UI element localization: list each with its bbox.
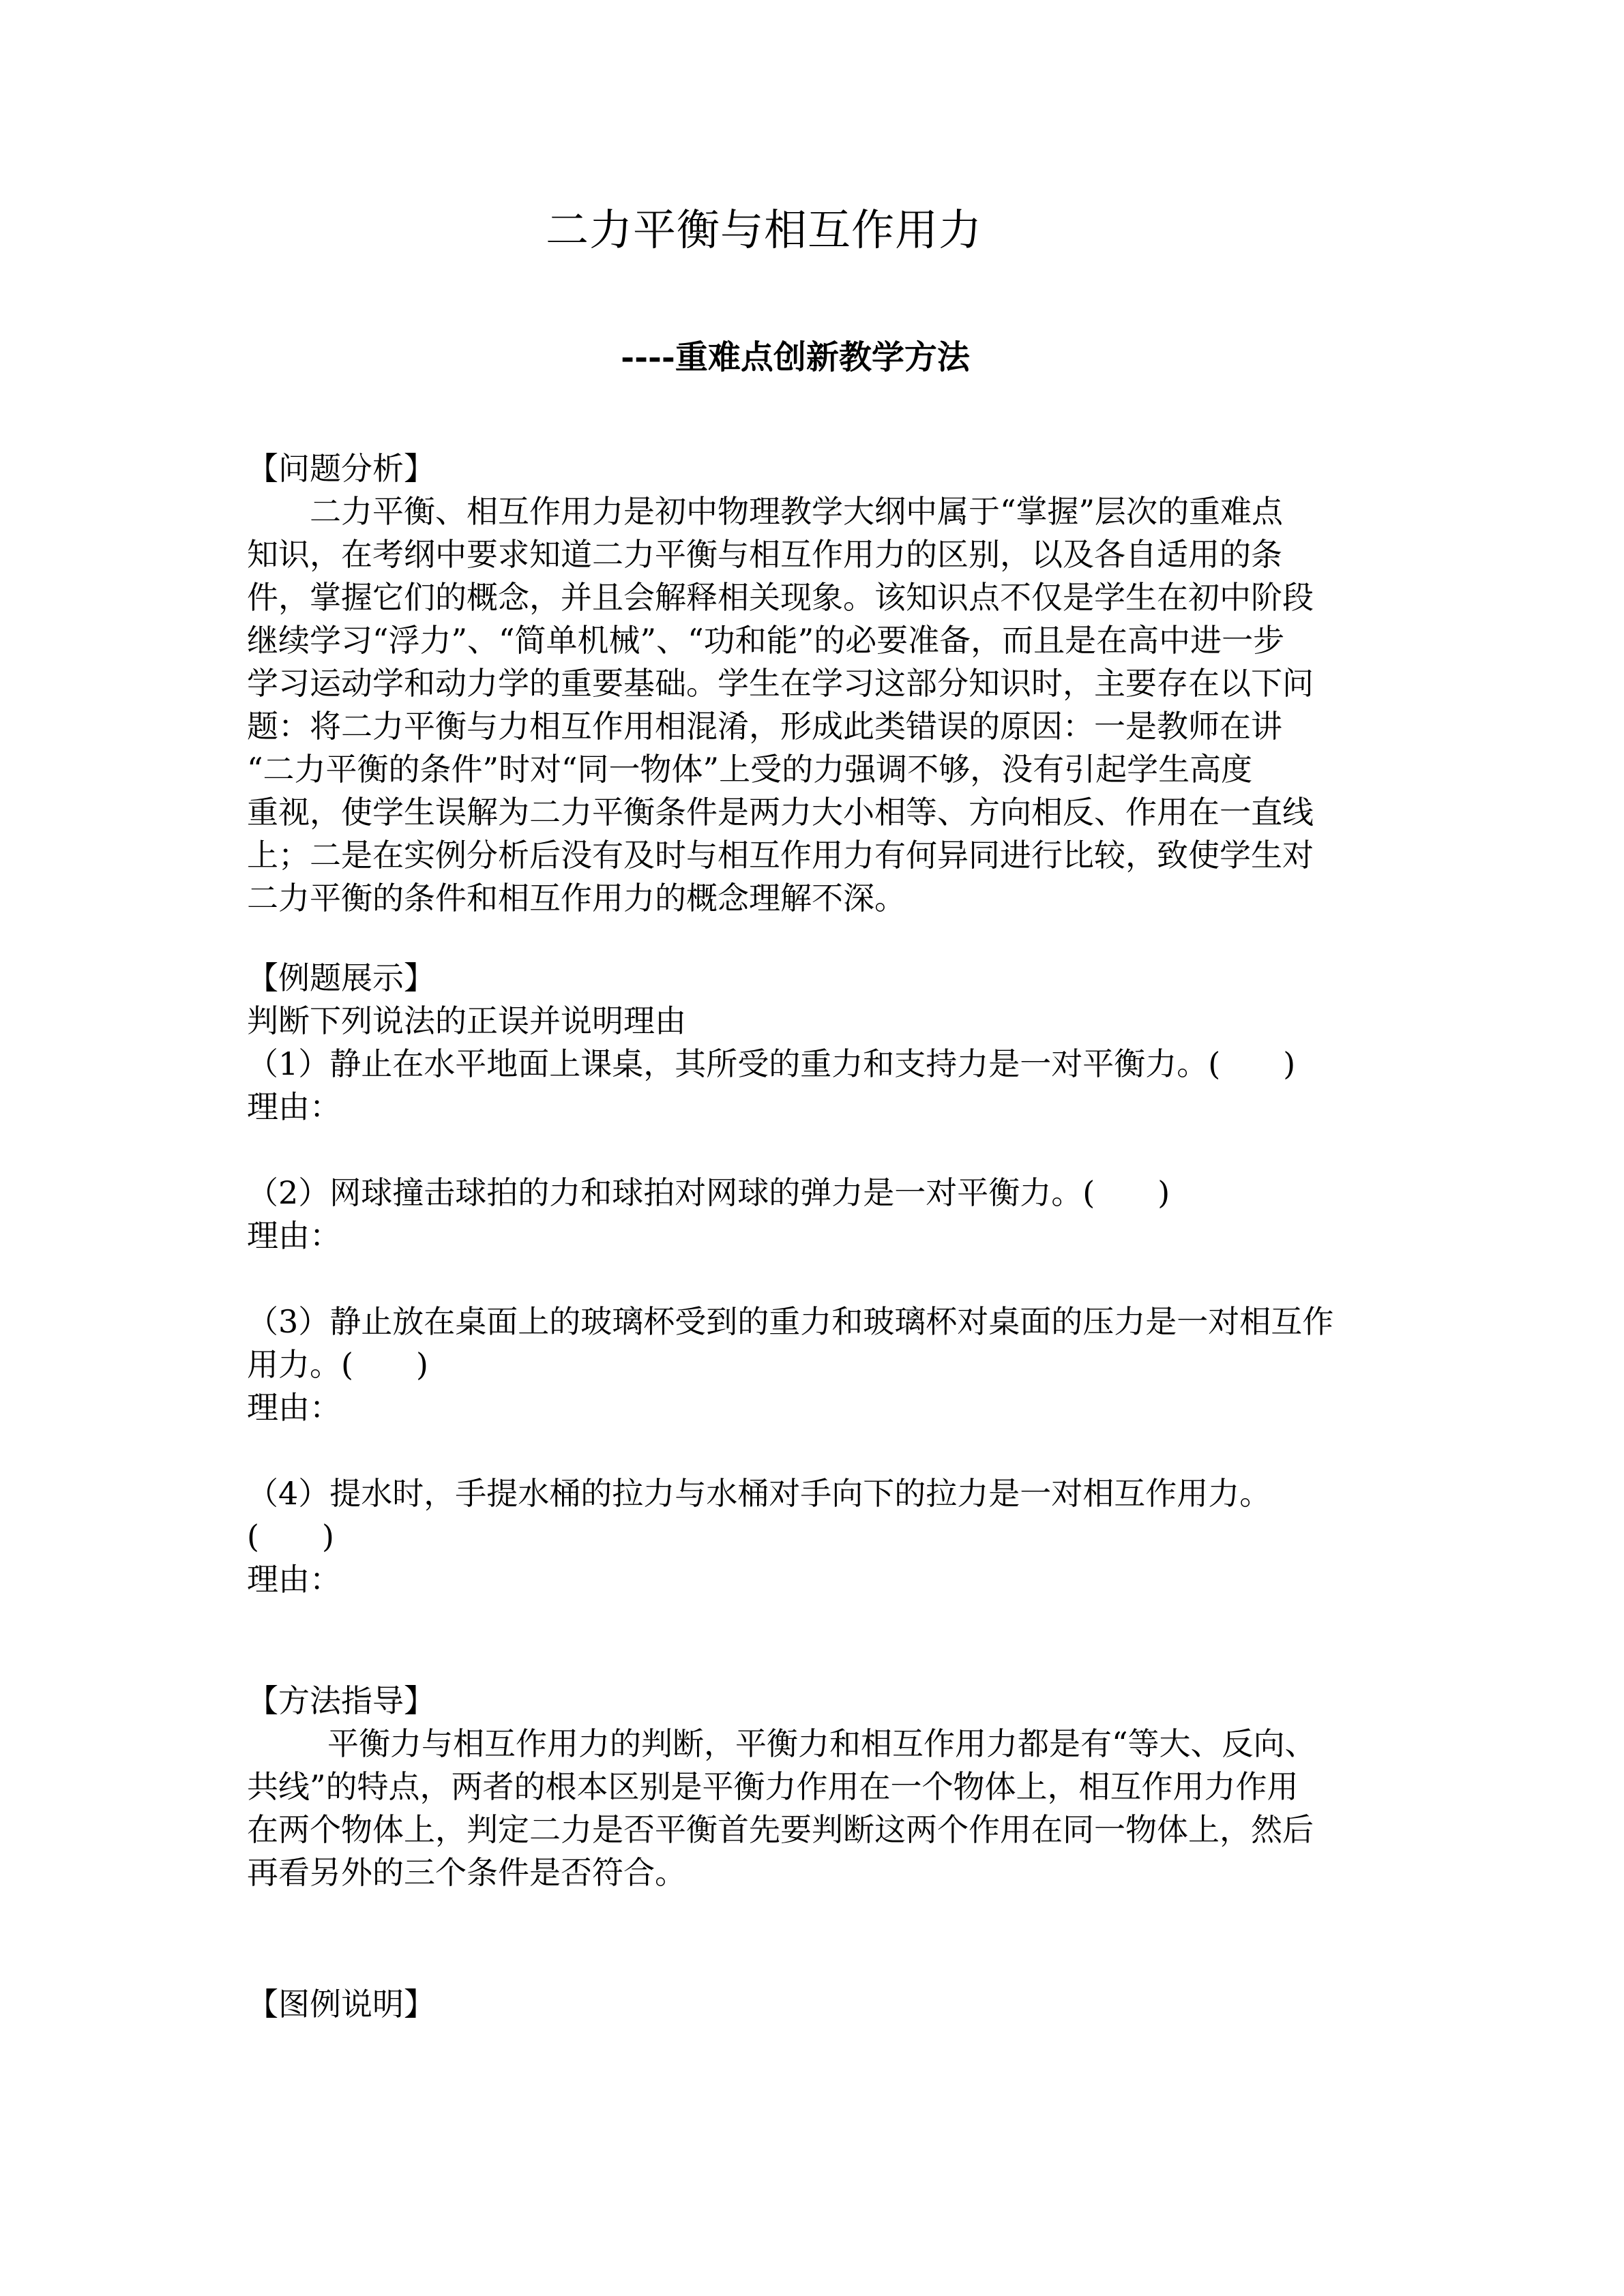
- example-reason-label: 理由：: [247, 1389, 341, 1426]
- paragraph-line: 题：将二力平衡与力相互作用相混淆，形成此类错误的原因：一是教师在讲: [247, 708, 1282, 745]
- examples-intro: 判断下列说法的正误并说明理由: [247, 1002, 686, 1039]
- example-reason-label: 理由：: [247, 1217, 341, 1254]
- example-item-2: [247, 1172, 1393, 1257]
- section-analysis: [247, 447, 1393, 920]
- example-question: （3）静止放在桌面上的玻璃杯受到的重力和玻璃杯对桌面的压力是一对相互作: [247, 1303, 1334, 1340]
- section-heading-examples: 【例题展示】: [247, 959, 435, 996]
- section-heading-legend: 【图例说明】: [247, 1986, 435, 2023]
- example-question: （2）网球撞击球拍的力和球拍对网球的弹力是一对平衡力。( ): [247, 1174, 1170, 1211]
- paragraph-line: 知识，在考纲中要求知道二力平衡与相互作用力的区别，以及各自适用的条: [247, 536, 1282, 573]
- paragraph-line: 再看另外的三个条件是否符合。: [247, 1854, 686, 1891]
- section-legend: [247, 1983, 1393, 2026]
- paragraph-line: 二力平衡、相互作用力是初中物理教学大纲中属于“掌握”层次的重难点: [310, 493, 1284, 530]
- page-subtitle: ----重难点创新教学方法: [621, 338, 970, 376]
- section-examples: [247, 957, 1393, 1601]
- section-heading-analysis: 【问题分析】: [247, 450, 435, 487]
- section-heading-method: 【方法指导】: [247, 1682, 435, 1719]
- example-item-3: [247, 1300, 1393, 1429]
- example-question-continued: ( ): [247, 1518, 334, 1555]
- example-question: （4）提水时，手提水桶的拉力与水桶对手向下的拉力是一对相互作用力。: [247, 1475, 1271, 1512]
- paragraph-line: 继续学习“浮力”、“简单机械”、“功和能”的必要准备，而且是在高中进一步: [247, 622, 1285, 659]
- paragraph-line: 平衡力与相互作用力的判断，平衡力和相互作用力都是有“等大、反向、: [327, 1725, 1316, 1762]
- paragraph-line: 学习运动学和动力学的重要基础。学生在学习这部分知识时，主要存在以下问: [247, 665, 1314, 702]
- paragraph-line: 重视，使学生误解为二力平衡条件是两力大小相等、方向相反、作用在一直线: [247, 794, 1314, 831]
- paragraph-line: 在两个物体上，判定二力是否平衡首先要判断这两个作用在同一物体上，然后: [247, 1811, 1314, 1848]
- paragraph-line: “二力平衡的条件”时对“同一物体”上受的力强调不够，没有引起学生高度: [247, 751, 1253, 788]
- paragraph-line: 共线”的特点，两者的根本区别是平衡力作用在一个物体上，相互作用力作用: [247, 1768, 1299, 1805]
- example-question-continued: 用力。( ): [247, 1346, 428, 1383]
- example-item-4: [247, 1472, 1393, 1601]
- paragraph-line: 上；二是在实例分析后没有及时与相互作用力有何异同进行比较，致使学生对: [247, 837, 1314, 874]
- paragraph-line: 件，掌握它们的概念，并且会解释相关现象。该知识点不仅是学生在初中阶段: [247, 579, 1314, 616]
- example-item-1: [247, 1043, 1393, 1129]
- paragraph-line: 二力平衡的条件和相互作用力的概念理解不深。: [247, 880, 906, 916]
- page-title: 二力平衡与相互作用力: [546, 205, 982, 255]
- example-question: （1）静止在水平地面上课桌，其所受的重力和支持力是一对平衡力。( ): [247, 1045, 1296, 1082]
- example-reason-label: 理由：: [247, 1088, 341, 1125]
- section-method: [247, 1680, 1393, 1894]
- example-reason-label: 理由：: [247, 1561, 341, 1598]
